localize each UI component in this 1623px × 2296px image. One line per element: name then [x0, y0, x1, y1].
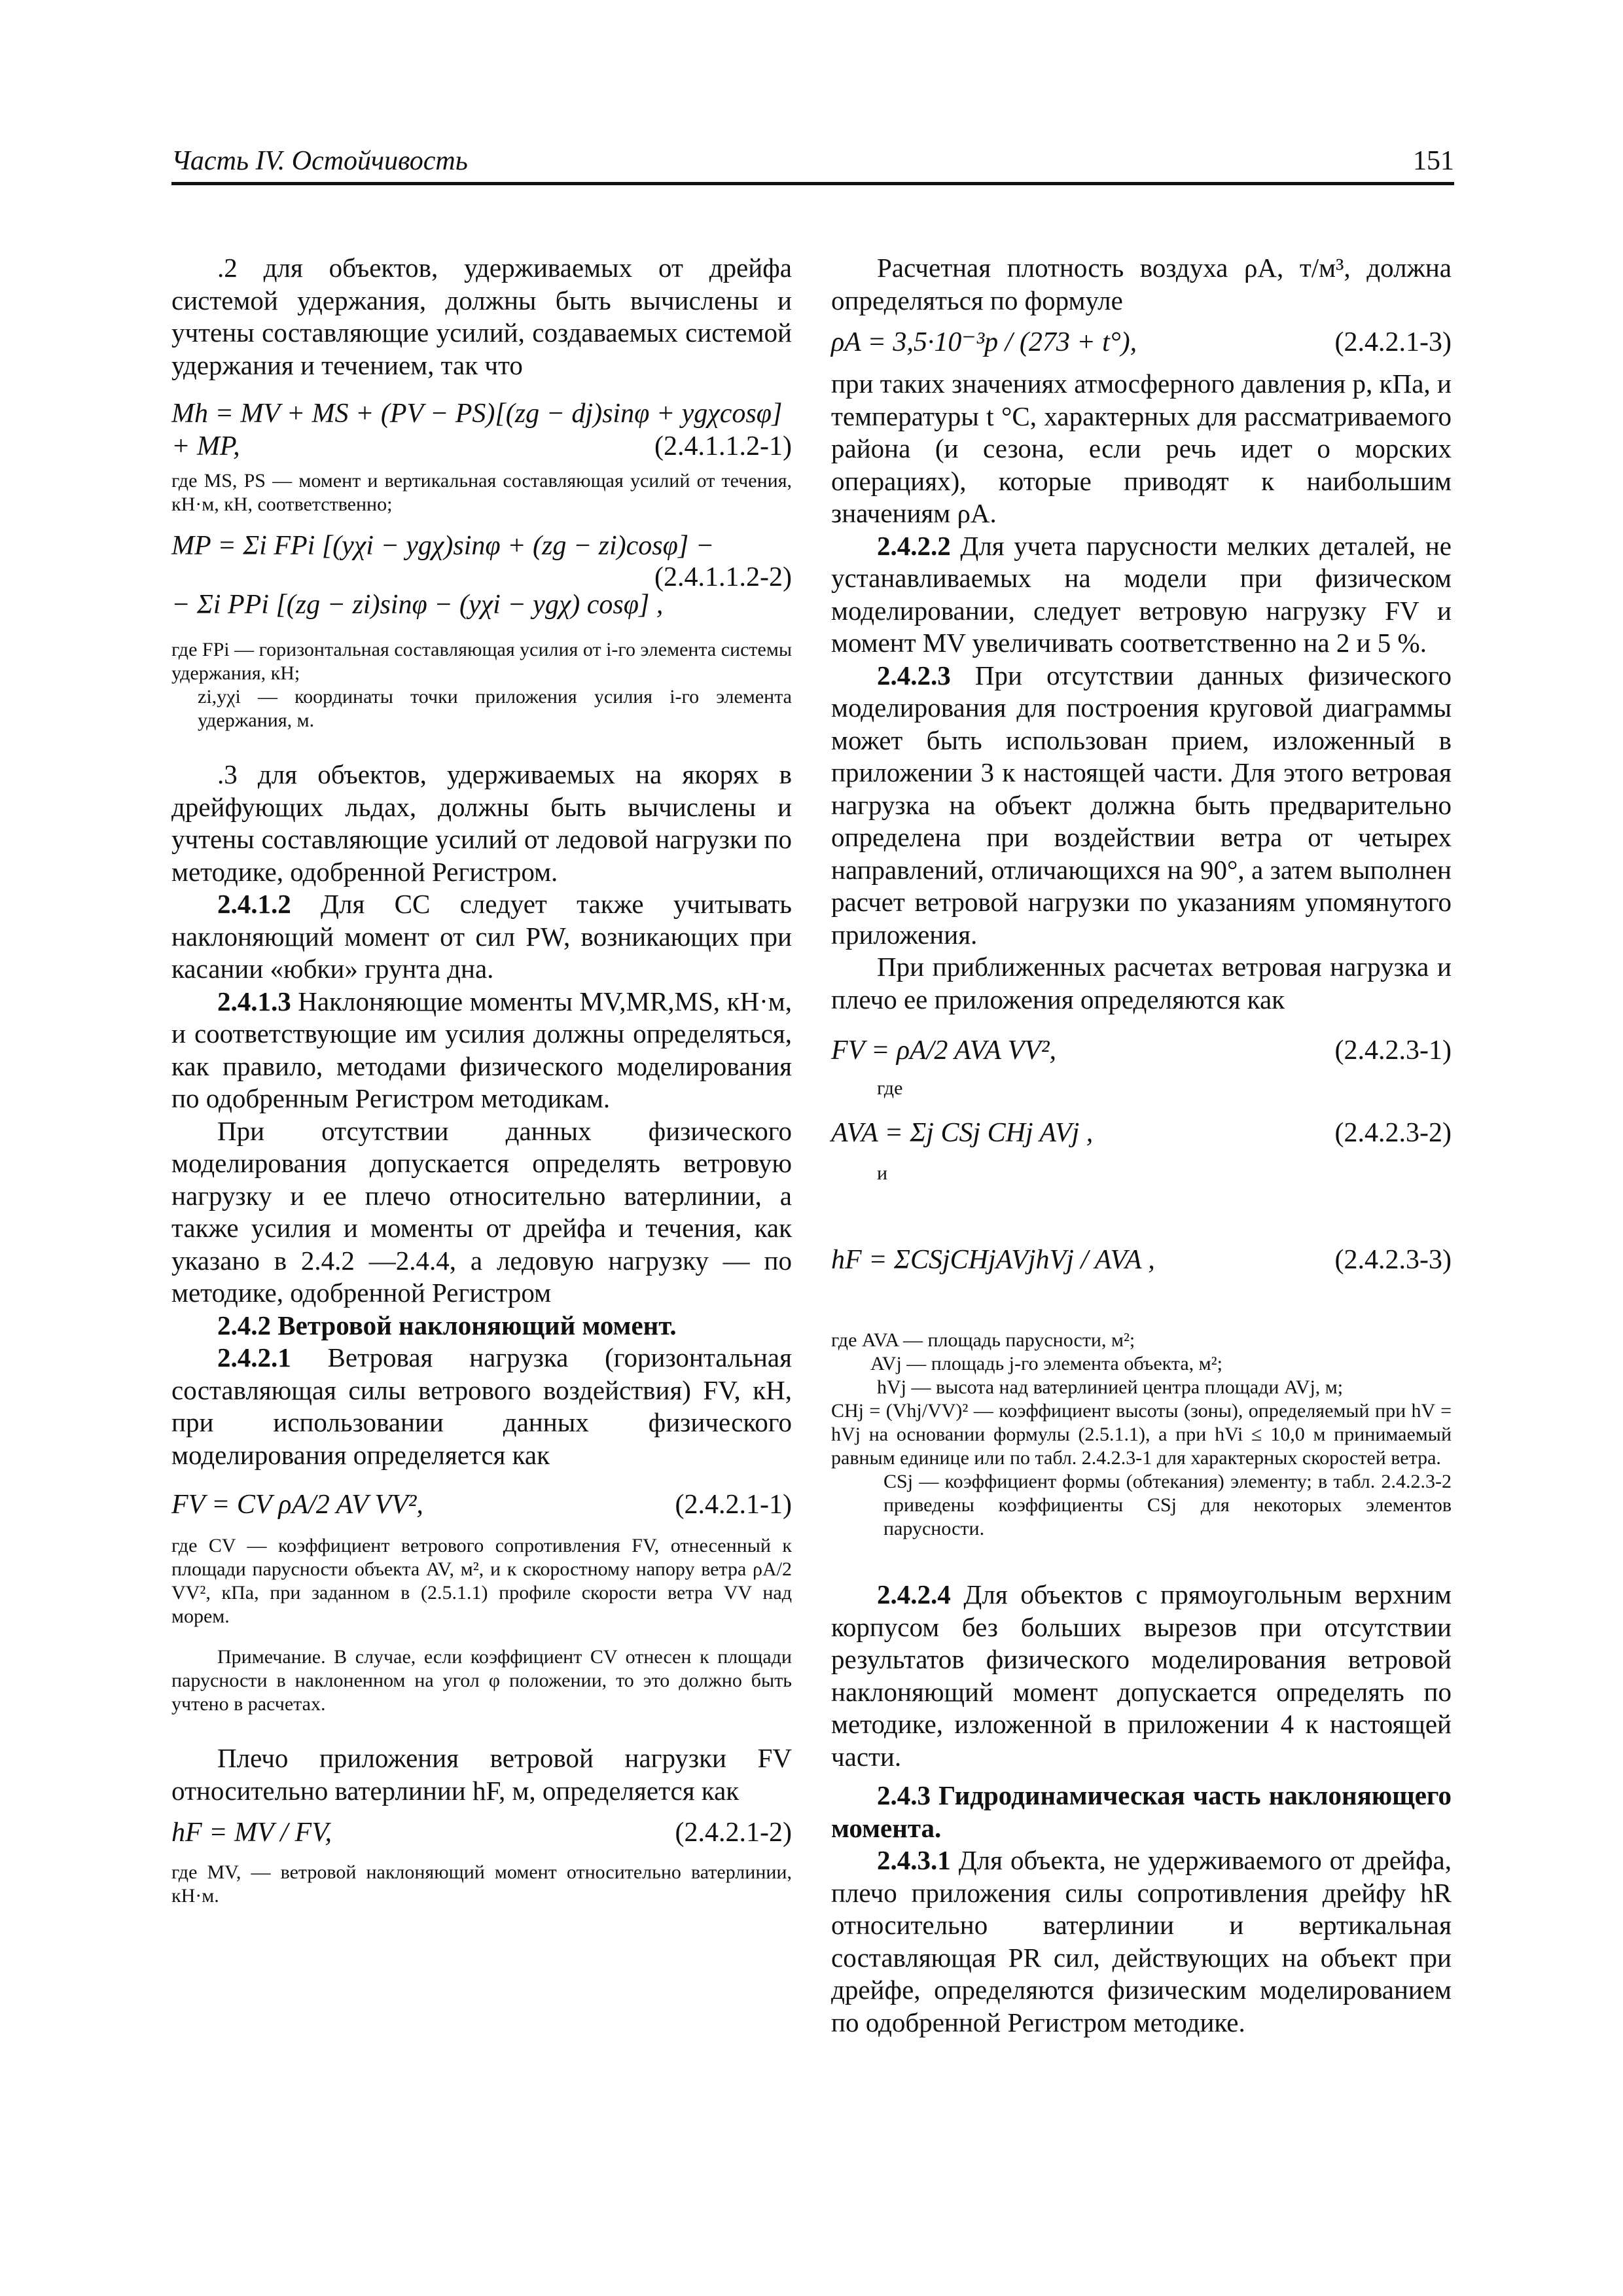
formula-text: MP = Σi FPi [(yχi − ygχ)sinφ + (zg − zi)cosφ] −: [171, 531, 715, 561]
formula-number: (2.4.1.1.2-2): [654, 562, 792, 592]
legend-note: CHj = (Vhj/VV)² — коэффициент высоты (зоны), определяемый при hV = hVj на основании формулы (2.5.1.1), а при hVi ≤ 10,0 м принимаемый равным единице или по табл. 2.4.2.3-1 для характерных скоростей ветра.: [831, 1400, 1452, 1469]
clause-number: 2.4.2.2: [877, 530, 951, 561]
legend-note: AVj — площадь j-го элемента объекта, м²;: [870, 1353, 1222, 1374]
clause-number: 2.4.2.4: [877, 1579, 951, 1609]
paragraph: [831, 1579, 1452, 1773]
formula-text: FV = CV ρA/2 AV VV²,: [171, 1490, 423, 1520]
formula: [171, 1488, 792, 1525]
page-header: [171, 143, 1454, 185]
right-column: [831, 252, 1452, 2039]
formula-number: (2.4.1.1.2-1): [654, 431, 792, 461]
clause-number: 2.4.1.3: [217, 986, 291, 1016]
formula-text: Mh = MV + MS + (PV − PS)[(zg − dj)sinφ + ygχcosφ] + MP,: [171, 399, 783, 461]
paragraph: [831, 1844, 1452, 2039]
paragraph: .2 для объектов, удерживаемых от дрейфа системой удержания, должны быть вычислены и учтены составляющие усилий, создаваемых системой удержания и течением, так что: [171, 253, 792, 380]
paragraph-text: При отсутствии данных физического моделирования для построения круговой диаграммы может быть использован прием, изложенный в приложении 3 к настоящей части. Для этого ветровая нагрузка на объект должна быть предварительно определена при воздействии ветра от четырех направлений, отличающихся на 90°, а затем выполнен расчет ветровой нагрузки по указаниям упомянутого приложения.: [831, 660, 1452, 950]
paragraph: .3 для объектов, удерживаемых на якорях в дрейфующих льдах, должны быть вычислены и учтены составляющие усилий от ледовой нагрузки по методике, одобренной Регистром.: [171, 759, 792, 887]
legend-note: zi,yχi — координаты точки приложения усилия i-го элемента удержания, м.: [198, 686, 792, 731]
legend-note: где AVA — площадь парусности, м²;: [831, 1329, 1135, 1351]
formula-number: (2.4.2.1-1): [675, 1490, 792, 1520]
paragraph-text: Ветровая нагрузка (горизонтальная составляющая силы ветрового воздействия) FV, кН, при использовании данных физического моделирования определяется как: [171, 1342, 792, 1470]
section-heading: 2.4.3 Гидродинамическая часть наклоняющего момента.: [831, 1780, 1452, 1843]
paragraph-text: Для СС следует также учитывать наклоняющий момент от сил PW, возникающих при касании «юбки» грунта дна.: [171, 889, 792, 984]
paragraph: [171, 888, 792, 986]
formula-text: FV = ρA/2 AVA VV²,: [831, 1035, 1057, 1066]
clause-number: 2.4.2.1: [217, 1342, 291, 1372]
paragraph-text: Для учета парусности мелких деталей, не устанавливаемых на модели при физическом моделировании, следует ветровую нагрузку FV и момент MV увеличивать соответственно на 2 и 5 %.: [831, 530, 1452, 658]
page-number: 151: [1413, 146, 1454, 176]
legend-note: где MV, — ветровой наклоняющий момент относительно ватерлинии, кН·м.: [171, 1861, 792, 1907]
formula: [171, 529, 792, 634]
formula-text: hF = ΣCSjCHjAVjhVj / AVA ,: [831, 1245, 1155, 1275]
formula-text: − Σi PPi [(zg − zi)sinφ − (yχi − ygχ) cosφ] ,: [171, 590, 664, 620]
paragraph-text: Для объектов с прямоугольным верхним корпусом без больших вырезов при отсутствии результатов физического моделирования ветровой наклоняющий момент допускается определять по методике, изложенной в приложении 4 к настоящей части.: [831, 1579, 1452, 1772]
paragraph: [831, 530, 1452, 660]
formula: [171, 1816, 792, 1853]
formula-text: ρA = 3,5·10⁻³p / (273 + t°),: [831, 327, 1137, 357]
running-title: Часть IV. Остойчивость: [171, 146, 468, 176]
paragraph: [171, 986, 792, 1115]
formula: [831, 326, 1452, 368]
formula-number: (2.4.2.3-1): [1334, 1035, 1452, 1066]
formula-number: (2.4.2.1-2): [675, 1818, 792, 1848]
paragraph: [831, 660, 1452, 952]
legend-note: CSj — коэффициент формы (обтекания) элементу; в табл. 2.4.2.3-2 приведены коэффициенты CSj для некоторых элементов парусности.: [883, 1471, 1452, 1539]
paragraph-text: Наклоняющие моменты MV,MR,MS, кН·м, и соответствующие им усилия должны определяться, как правило, методами физического моделирования по одобренным Регистром методикам.: [171, 986, 792, 1113]
legend-note: где CV — коэффициент ветрового сопротивления FV, отнесенный к площади парусности объекта AV, м², и к скоростному напору ветра ρA/2 VV², кПа, при заданном в (2.5.1.1) профиле скорости ветра VV над морем.: [171, 1535, 792, 1627]
paragraph: при таких значениях атмосферного давления p, кПа, и температуры t °С, характерных для рассматриваемого района (и сезона, если речь идет о морских операциях), которые приводят к наибольшим значениям ρA.: [831, 368, 1452, 528]
formula-text: hF = MV / FV,: [171, 1818, 332, 1848]
paragraph: Плечо приложения ветровой нагрузки FV относительно ватерлинии hF, м, определяется как: [171, 1743, 792, 1806]
clause-number: 2.4.2.3: [877, 660, 951, 691]
legend-note: hVj — высота над ватерлинией центра площади AVj, м;: [877, 1376, 1344, 1398]
legend-note: где MS, PS — момент и вертикальная составляющая усилий от течения, кН·м, кН, соответственно;: [171, 470, 792, 515]
paragraph: При приближенных расчетах ветровая нагрузка и плечо ее приложения определяются как: [831, 952, 1452, 1014]
formula-number: (2.4.2.1-3): [1334, 327, 1452, 357]
formula-text: AVA = Σj CSj CHj AVj ,: [831, 1118, 1094, 1148]
section-heading: 2.4.2 Ветровой наклоняющий момент.: [217, 1310, 677, 1340]
clause-number: 2.4.3.1: [877, 1845, 951, 1875]
note-text: Примечание. В случае, если коэффициент CV отнесен к площади парусности в наклоненном на угол φ положении, то это должно быть учтено в расчетах.: [171, 1646, 792, 1715]
paragraph: При отсутствии данных физического моделирования допускается определять ветровую нагрузку и ее плечо относительно ватерлинии, а также усилия и моменты от дрейфа и течения, как указано в 2.4.2 —2.4.4, а ледовую нагрузку — по методике, одобренной Регистром: [171, 1115, 792, 1308]
word-and: и: [877, 1162, 888, 1184]
legend-note: где FPi — горизонтальная составляющая усилия от i-го элемента системы удержания, кН;: [171, 639, 792, 684]
formula: [831, 1244, 1452, 1296]
formula: [831, 1034, 1452, 1071]
paragraph: [171, 1342, 792, 1471]
formula: [831, 1117, 1452, 1153]
paragraph: Расчетная плотность воздуха ρA, т/м³, должна определяться по формуле: [831, 253, 1452, 315]
formula-number: (2.4.2.3-2): [1334, 1118, 1452, 1148]
left-column: [171, 252, 792, 1908]
clause-number: 2.4.1.2: [217, 889, 291, 919]
formula: [171, 397, 792, 463]
formula-number: (2.4.2.3-3): [1334, 1245, 1452, 1275]
paragraph-text: Для объекта, не удерживаемого от дрейфа, плечо приложения силы сопротивления дрейфу hR относительно ватерлинии и вертикальная составляющая PR сил, действующих на объект при дрейфе, определяются физическим моделированием по одобренной Регистром методике.: [831, 1845, 1452, 2037]
word-where: где: [877, 1077, 903, 1099]
